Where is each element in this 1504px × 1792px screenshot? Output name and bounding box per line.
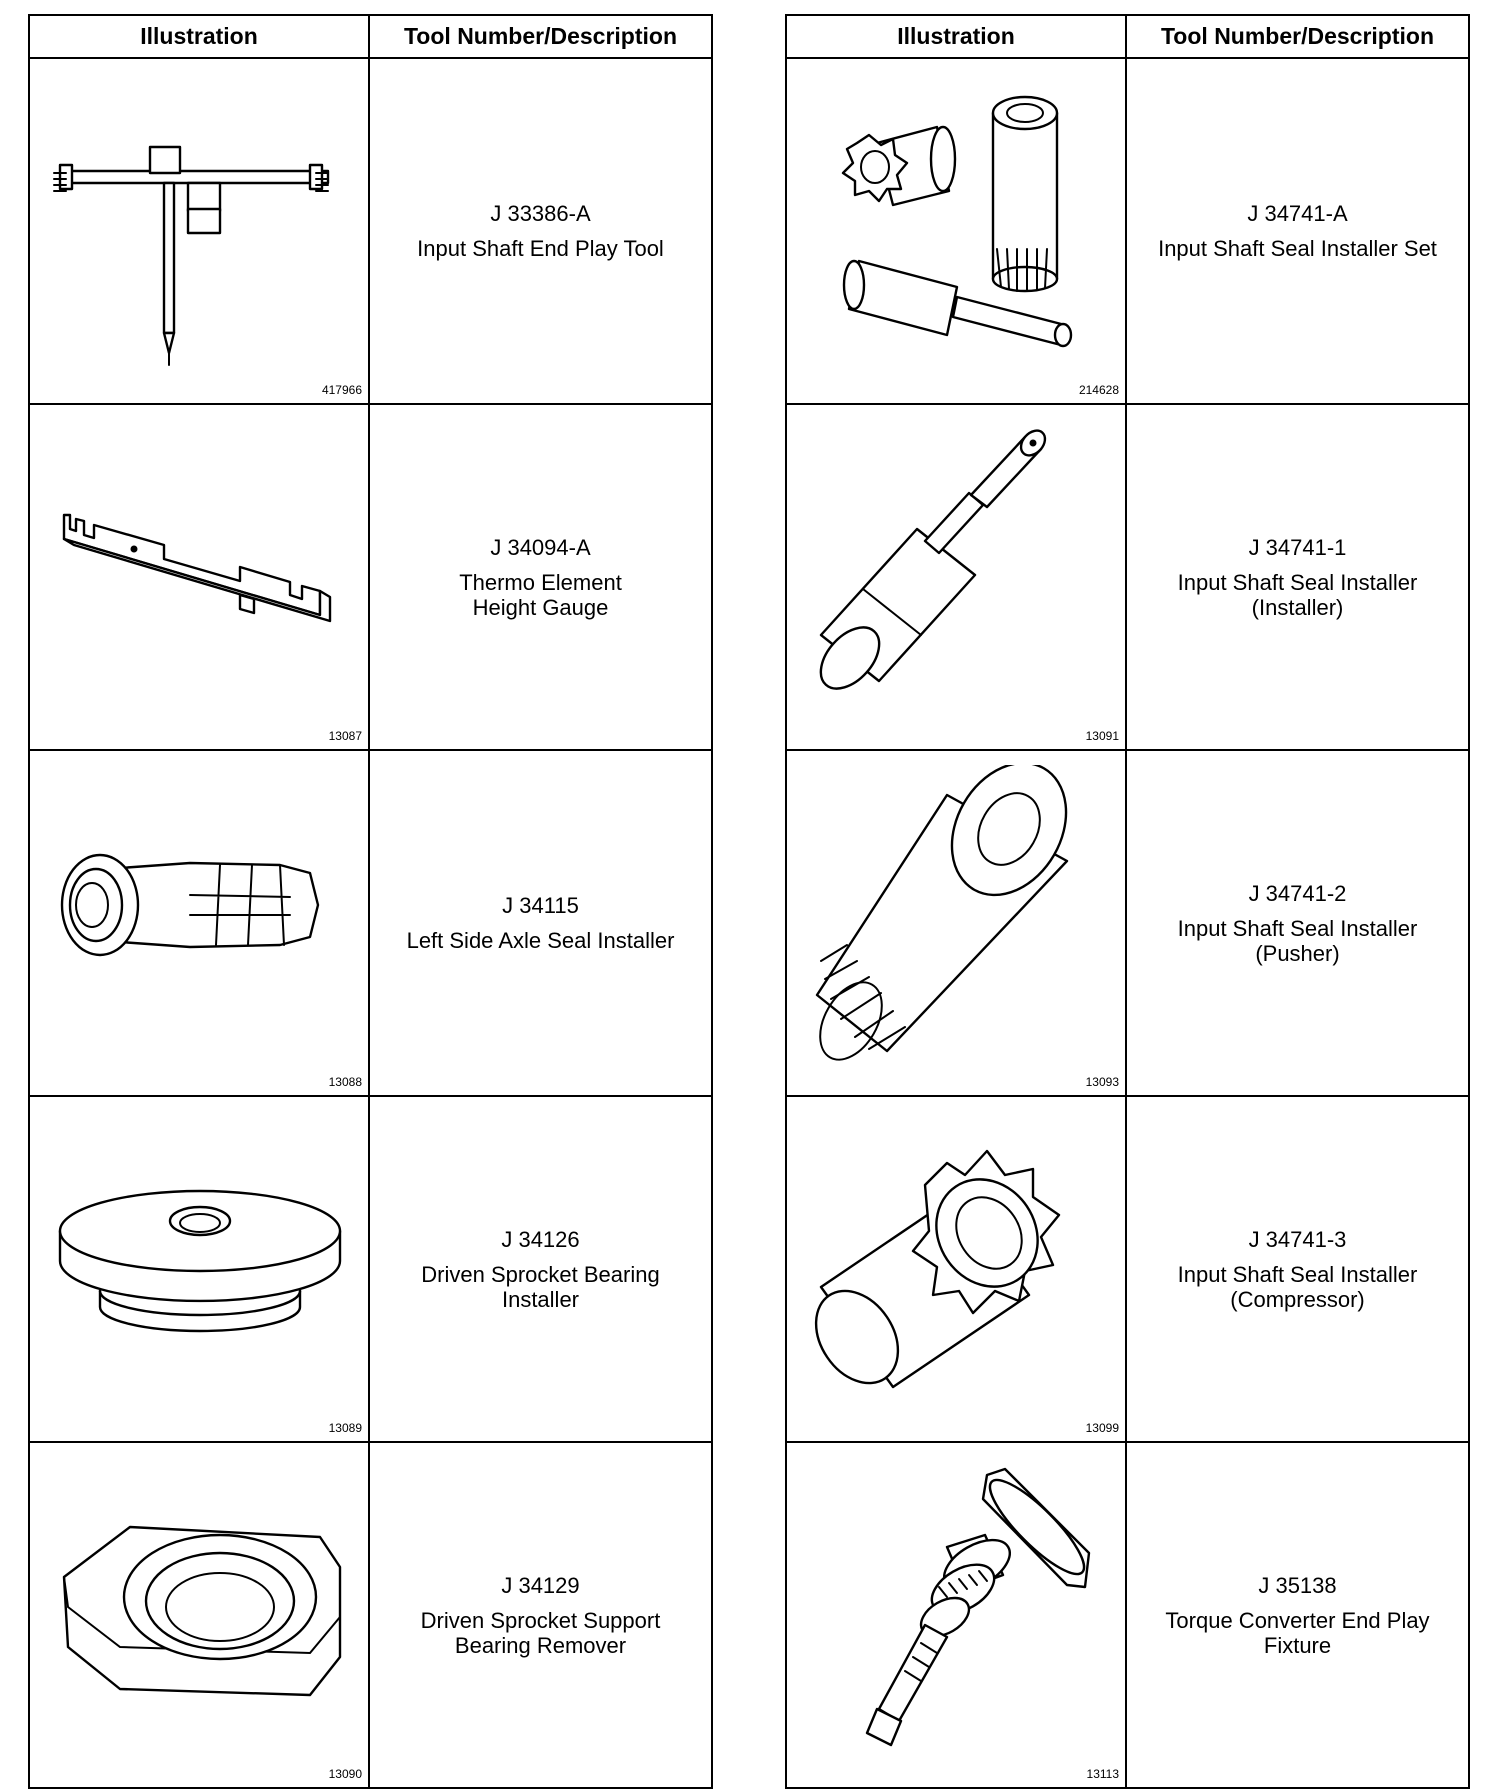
description-cell xyxy=(369,58,712,404)
tool-row xyxy=(29,58,712,404)
illustration-header: Illustration xyxy=(786,15,1126,58)
illustration-cell xyxy=(786,404,1126,750)
tool-number: J 34129 xyxy=(501,1572,580,1598)
tool-name-line2: (Installer) xyxy=(1251,594,1344,620)
description-header: Tool Number/Description xyxy=(1126,15,1469,58)
tool-row xyxy=(786,1442,1469,1788)
tool-number: J 34115 xyxy=(502,893,579,918)
description-header: Tool Number/Description xyxy=(369,15,712,58)
tool-number: J 34741-1 xyxy=(1248,534,1347,560)
tool-name-line2: (Pusher) xyxy=(1255,940,1340,966)
tool-name: Thermo Element xyxy=(459,569,622,595)
tool-name: Input Shaft Seal Installer xyxy=(1177,915,1418,941)
figure-number: 13113 xyxy=(1086,1767,1119,1781)
seal-installer-icon xyxy=(797,419,1117,719)
tool-row xyxy=(29,1442,712,1788)
bearing-remover-icon xyxy=(40,1457,360,1757)
table-header-row xyxy=(786,15,1469,58)
tool-name-line2: Height Gauge xyxy=(472,594,609,620)
tool-name: Driven Sprocket Bearing xyxy=(421,1261,660,1287)
table-header-row xyxy=(29,15,712,58)
tool-row xyxy=(786,1096,1469,1442)
figure-number: 13088 xyxy=(328,1075,362,1089)
end-play-tool-icon xyxy=(40,73,360,373)
tool-name: Input Shaft Seal Installer xyxy=(1177,1261,1418,1287)
figure-number: 13087 xyxy=(328,729,362,743)
axle-seal-installer-icon xyxy=(40,765,360,1065)
description-cell xyxy=(1126,750,1469,1096)
tool-row xyxy=(29,750,712,1096)
tool-name: Left Side Axle Seal Installer xyxy=(406,928,675,953)
figure-number: 13090 xyxy=(328,1767,362,1781)
description-cell xyxy=(1126,404,1469,750)
tool-number: J 34741-A xyxy=(1247,201,1348,226)
description-cell xyxy=(1126,1442,1469,1788)
tool-name: Driven Sprocket Support xyxy=(420,1607,661,1633)
tools-table-left xyxy=(28,14,713,1789)
figure-number: 13093 xyxy=(1085,1075,1119,1089)
illustration-cell xyxy=(29,750,369,1096)
figure-number: 214628 xyxy=(1078,383,1119,397)
tool-name-line2: Fixture xyxy=(1263,1632,1332,1658)
figure-number: 417966 xyxy=(321,383,362,397)
tool-number: J 33386-A xyxy=(490,201,591,226)
tool-name: Torque Converter End Play xyxy=(1165,1607,1430,1633)
height-gauge-icon xyxy=(40,419,360,719)
figure-number: 13091 xyxy=(1085,729,1119,743)
tool-row xyxy=(786,58,1469,404)
tool-row xyxy=(29,1096,712,1442)
tool-number: J 35138 xyxy=(1258,1572,1337,1598)
illustration-header: Illustration xyxy=(29,15,369,58)
illustration-cell xyxy=(786,750,1126,1096)
description-cell xyxy=(369,1442,712,1788)
description-cell xyxy=(369,404,712,750)
seal-pusher-icon xyxy=(797,765,1117,1065)
tool-name-line2: Installer xyxy=(501,1286,580,1312)
seal-compressor-icon xyxy=(797,1111,1117,1411)
illustration-cell xyxy=(29,404,369,750)
illustration-cell xyxy=(786,58,1126,404)
tool-number: J 34741-3 xyxy=(1248,1226,1347,1252)
tool-name-line2: (Compressor) xyxy=(1230,1286,1365,1312)
figure-number: 13089 xyxy=(328,1421,362,1435)
tool-number: J 34741-2 xyxy=(1248,880,1347,906)
illustration-cell xyxy=(786,1442,1126,1788)
description-cell xyxy=(1126,58,1469,404)
tool-row xyxy=(29,404,712,750)
tool-name: Input Shaft End Play Tool xyxy=(417,236,664,261)
tool-row xyxy=(786,750,1469,1096)
end-play-fixture-icon xyxy=(797,1457,1117,1757)
tool-name: Input Shaft Seal Installer Set xyxy=(1158,236,1437,261)
illustration-cell xyxy=(29,1096,369,1442)
tool-row xyxy=(786,404,1469,750)
description-cell xyxy=(1126,1096,1469,1442)
tool-name: Input Shaft Seal Installer xyxy=(1177,569,1418,595)
figure-number: 13099 xyxy=(1085,1421,1119,1435)
tool-number: J 34126 xyxy=(501,1226,580,1252)
tool-name-line2: Bearing Remover xyxy=(454,1632,627,1658)
tools-table-right xyxy=(785,14,1470,1789)
tool-number: J 34094-A xyxy=(490,534,591,560)
illustration-cell xyxy=(786,1096,1126,1442)
description-cell xyxy=(369,750,712,1096)
illustration-cell xyxy=(29,58,369,404)
illustration-cell xyxy=(29,1442,369,1788)
bearing-installer-icon xyxy=(40,1111,360,1411)
description-cell xyxy=(369,1096,712,1442)
seal-installer-set-icon xyxy=(797,73,1117,373)
